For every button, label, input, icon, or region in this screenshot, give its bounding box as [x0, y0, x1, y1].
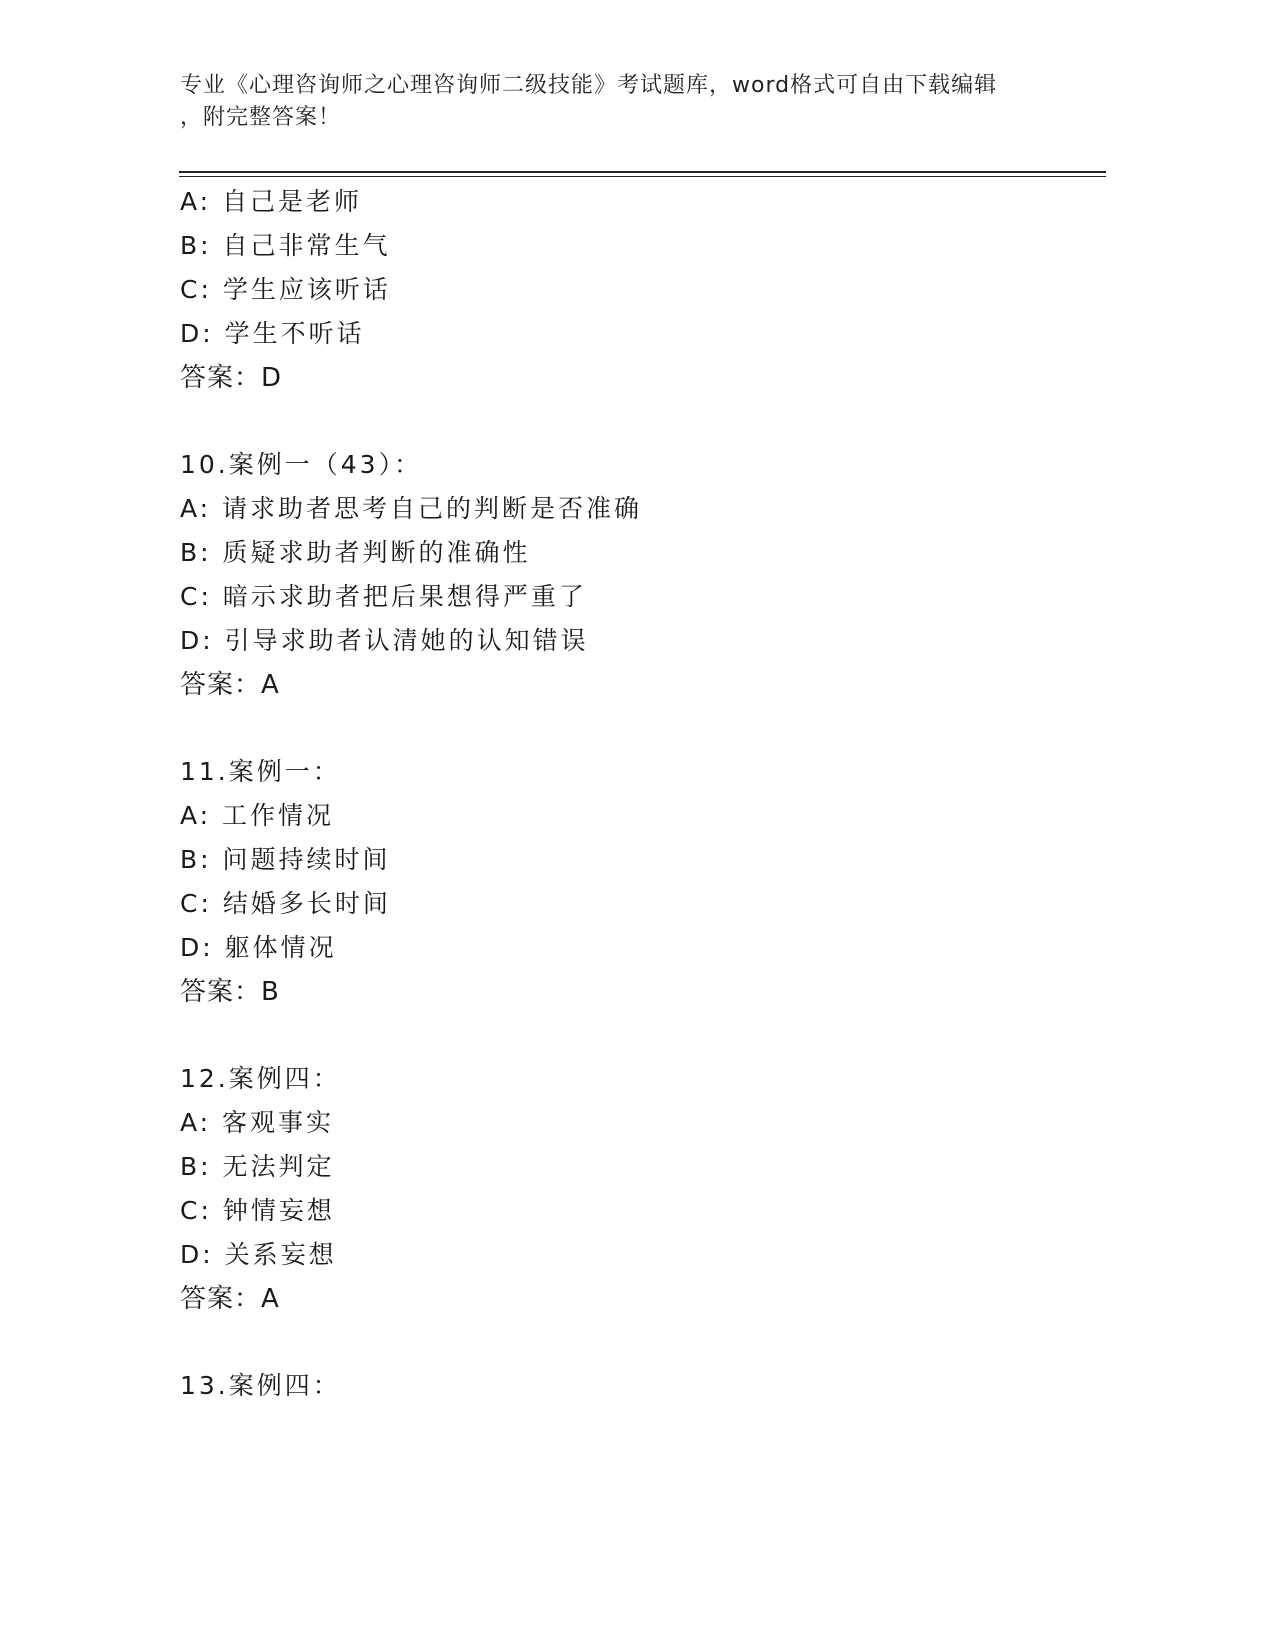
answer-line: 答案：D [180, 363, 283, 393]
option-a: A: 请求助者思考自己的判断是否准确 [180, 494, 643, 523]
question-list [180, 182, 1080, 1410]
question-block-10 [180, 445, 1080, 709]
option-b: B: 问题持续时间 [180, 845, 391, 874]
question-block-12 [180, 1059, 1080, 1323]
question-title: 13.案例四： [180, 1371, 341, 1400]
option-d: D: 学生不听话 [180, 319, 365, 348]
option-b: B: 质疑求助者判断的准确性 [180, 538, 531, 567]
option-a: A: 工作情况 [180, 801, 335, 830]
option-b: B: 自己非常生气 [180, 231, 391, 260]
option-c: C: 钟情妄想 [180, 1196, 335, 1225]
header-line-2: ，附完整答案！ [180, 105, 342, 130]
option-a: A: 自己是老师 [180, 187, 363, 216]
option-d: D: 引导求助者认清她的认知错误 [180, 626, 589, 655]
answer-line: 答案：A [180, 670, 280, 700]
header-line-1: 专业《心理咨询师之心理咨询师二级技能》考试题库，word格式可自由下载编辑 [180, 73, 998, 98]
header-divider [179, 171, 1106, 177]
question-title: 12.案例四： [180, 1064, 341, 1093]
option-c: C: 暗示求助者把后果想得严重了 [180, 582, 587, 611]
question-title: 10.案例一（43）： [180, 450, 423, 479]
option-a: A: 客观事实 [180, 1108, 335, 1137]
question-block-13 [180, 1366, 1080, 1410]
question-title: 11.案例一： [180, 757, 341, 786]
answer-line: 答案：B [180, 977, 280, 1007]
option-d: D: 关系妄想 [180, 1240, 337, 1269]
option-c: C: 学生应该听话 [180, 275, 391, 304]
option-d: D: 躯体情况 [180, 933, 337, 962]
option-c: C: 结婚多长时间 [180, 889, 391, 918]
answer-line: 答案：A [180, 1284, 280, 1314]
question-block-11 [180, 752, 1080, 1016]
option-b: B: 无法判定 [180, 1152, 335, 1181]
document-header [180, 70, 1060, 134]
question-block-9 [180, 182, 1080, 402]
